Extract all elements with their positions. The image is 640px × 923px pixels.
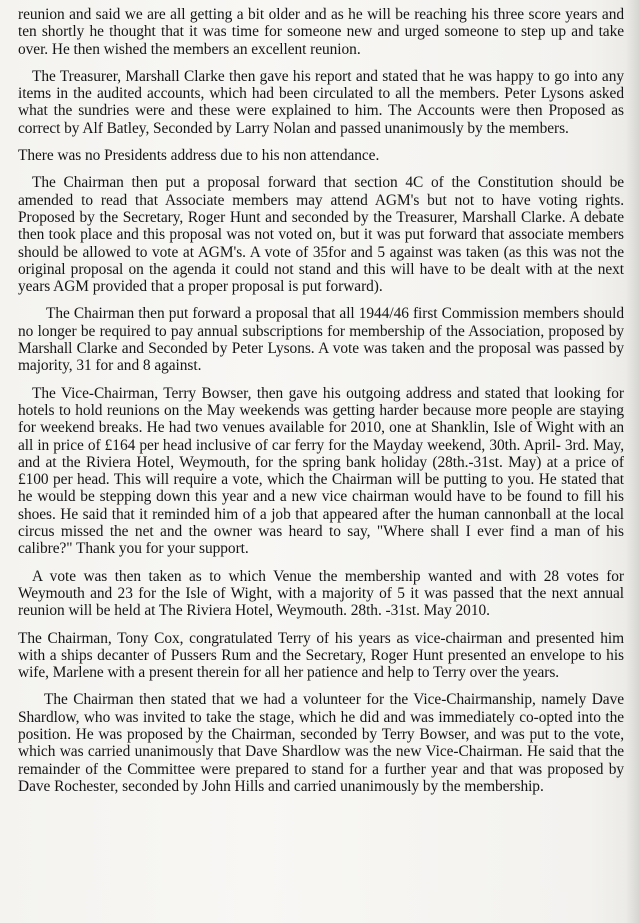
paragraph-treasurer-report: The Treasurer, Marshall Clarke then gave his report and stated that he was happy to go into any items in the audited accounts, which had been circulated to all the members. Peter Lysons asked what the sundries were and these were explained to him. The Accounts were then Proposed as correct by Alf Batley, Seconded by Larry Nolan and passed unanimously by the members. <box>18 67 624 137</box>
paragraph-constitution-proposal: The Chairman then put a proposal forward that section 4C of the Constitution should be amended to read that Associate members may attend AGM's but not to have voting rights. Proposed by the Secretary, Roger Hunt and seconded by the Treasurer, Marshall Clarke. A debate then took place and this proposal was not voted on, but it was put forward that associate members should be allowed to vote at AGM's. A vote of 35for and 5 against was taken (as this was not the original proposal on the agenda it could not stand and this will have to be dealt with at the next years AGM provided that a proper proposal is put forward). <box>18 174 624 296</box>
paragraph-new-vice-chairman: The Chairman then stated that we had a volunteer for the Vice-Chairmanship, namely Dave Shardlow, who was invited to take the stage, which he did and was immediately co-opted into the position. He was proposed by the Chairman, seconded by Terry Bowser, and was put to the vote, which was carried unanimously that Dave Shardlow was the new Vice-Chairman. He said that the remainder of the Committee were prepared to stand for a further year and that was proposed by Dave Rochester, seconded by John Hills and carried unanimously by the membership. <box>18 691 624 795</box>
paragraph-reunion-closing: reunion and said we are all getting a bit older and as he will be reaching his three score years and ten shortly he thought that it was time for someone new and urged someone to step up and take over. He then wished the members an excellent reunion. <box>18 6 624 58</box>
paragraph-presidents-address: There was no Presidents address due to his non attendance. <box>18 147 380 165</box>
paragraph-presentation: The Chairman, Tony Cox, congratulated Terry of his years as vice-chairman and presented him with a ships decanter of Pussers Rum and the Secretary, Roger Hunt presented an envelope to his wife, Marlene with a present therein for all her patience and help to Terry over the years. <box>18 629 624 682</box>
paragraph-vice-chairman-address: The Vice-Chairman, Terry Bowser, then gave his outgoing address and stated that looking for hotels to hold reunions on the May weekends was getting harder because more people are staying for weekend breaks. He had two venues available for 2010, one at Shanklin, Isle of Wight with an all in price of £164 per head inclusive of car ferry for the Mayday weekend, 30th. April- 3rd. May, and at the Riviera Hotel, Weymouth, for the spring bank holiday (28th.-31st. May) at a price of £100 per head. This will require a vote, which the Chairman will be putting to you. He stated that he would be stepping down this year and a new vice chairman would have to be found to fill his shoes. He said that it reminded him of a job that appeared after the human cannonball at the local circus missed the net and the owner was heard to say, "Where shall I ever find a man of his calibre?" Thank you for your support. <box>18 384 624 558</box>
page-edge-shadow <box>626 0 640 923</box>
paragraph-venue-vote: A vote was then taken as to which Venue the membership wanted and with 28 votes for Weymouth and 23 for the Isle of Wight, with a majority of 5 it was passed that the next annual reunion will be held at The Riviera Hotel, Weymouth. 28th. -31st. May 2010. <box>18 567 624 620</box>
paragraph-subscriptions-proposal: The Chairman then put forward a proposal that all 1944/46 first Commission members should no longer be required to pay annual subscriptions for membership of the Association, proposed by Marshall Clarke and Seconded by Peter Lysons. A vote was taken and the proposal was passed by majority, 31 for and 8 against. <box>18 305 624 375</box>
